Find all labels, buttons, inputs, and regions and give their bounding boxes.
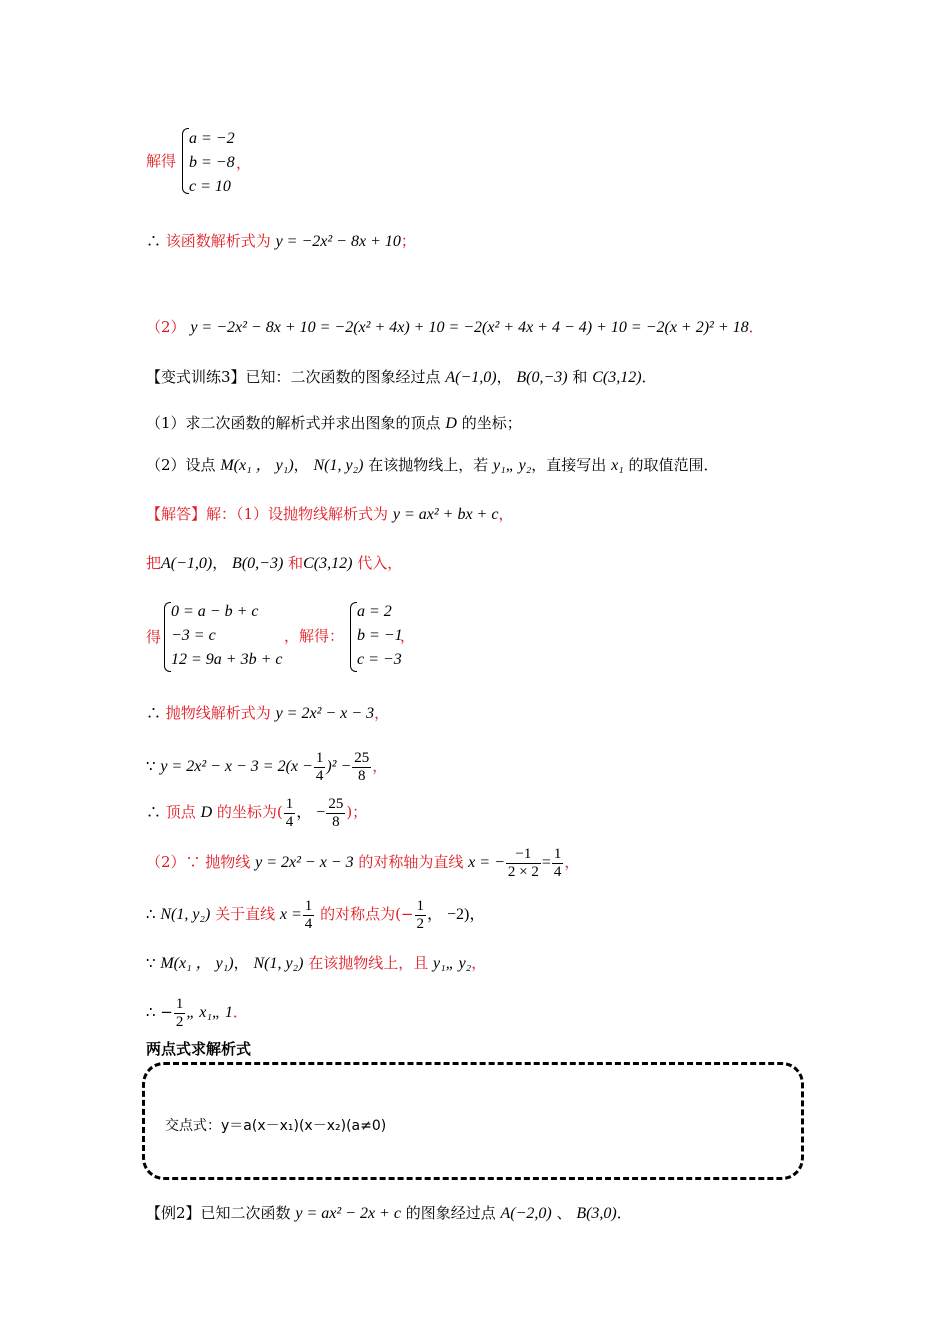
- l7-f2d: 4: [553, 863, 562, 880]
- l8-end: ， −2)，: [427, 906, 486, 923]
- l9-sep: ，: [233, 954, 249, 972]
- example2-text: 已知二次函数: [200, 1204, 291, 1222]
- l9-end: ，: [471, 954, 487, 972]
- part2-end: ．: [748, 318, 764, 336]
- part2-line: [146, 318, 764, 337]
- formula-box: [142, 1062, 804, 1180]
- answer-line7: [146, 842, 579, 883]
- problem3-tag: 【变式训练3】: [146, 368, 246, 386]
- l8-text: 关于直线: [215, 905, 276, 923]
- l9-n: N(1, y₂): [253, 955, 304, 972]
- answer-line6: [146, 792, 367, 833]
- answer-line9: [146, 954, 486, 973]
- l8-pre: ∴: [146, 905, 161, 923]
- example2-sep: 、: [556, 1204, 572, 1222]
- l8-x: x =: [279, 906, 302, 923]
- function-end: ；: [400, 232, 416, 250]
- l4-math: y = 2x² − x − 3: [275, 705, 375, 722]
- example2-tag: 【例2】: [146, 1204, 201, 1222]
- l2-a: A(−1,0): [161, 555, 213, 572]
- l8-n: N(1, y₂): [160, 906, 211, 923]
- l7-frac1: [506, 846, 541, 881]
- sys2-eq3: c = −3: [357, 651, 402, 668]
- part2-math: y = −2x² − 8x + 10 = −2(x² + 4x) + 10 = −2(x² + 4x + 4 − 4) + 10 = −2(x + 2)² + 18: [190, 319, 749, 336]
- system2-brace: [350, 602, 357, 672]
- answer-line4: [146, 704, 389, 723]
- question1: [146, 414, 522, 433]
- function-line: [146, 232, 416, 251]
- l7-eq: =: [541, 854, 551, 871]
- system-brace: [182, 128, 189, 194]
- l2-end: 代入，: [357, 554, 403, 572]
- l2-b: B(0,−3): [232, 555, 284, 572]
- sep: ，: [496, 368, 512, 386]
- function-text: 该函数解析式为: [165, 232, 271, 250]
- q2-label: （2）设点: [146, 456, 216, 474]
- l2-and: 和: [288, 554, 304, 572]
- q2-m: M(x₁ ， y₁): [220, 457, 294, 474]
- answer-line1: [146, 505, 513, 524]
- l4-end: ，: [374, 704, 390, 722]
- l5-f2d: 8: [358, 767, 366, 784]
- l10-frac: [174, 996, 186, 1031]
- l7-f1d: 2 × 2: [507, 863, 539, 880]
- l7-frac2: [552, 846, 564, 881]
- answer-line2: [146, 554, 402, 573]
- answer-l1-end: ，: [498, 505, 514, 523]
- ba-text: 把: [146, 554, 162, 572]
- l6-f2n: 25: [328, 795, 344, 812]
- l2-sep: ，: [212, 554, 228, 572]
- l7-label: （2）∵ 抛物线: [146, 853, 251, 871]
- jiede-label: 解得: [146, 152, 177, 170]
- comma: ，: [236, 154, 252, 172]
- answer-tag: 【解答】: [146, 505, 207, 523]
- l7-f2n: 1: [553, 845, 562, 862]
- problem3-text: 已知：二次函数的图象经过点: [245, 368, 441, 386]
- l4-text: 抛物线解析式为: [165, 704, 271, 722]
- q1-label: （1）: [146, 414, 186, 432]
- q1-d: D: [445, 415, 457, 432]
- example2-line: [146, 1204, 632, 1223]
- example2-text2: 的图象经过点: [405, 1204, 496, 1222]
- sys2-eq2: b = −1: [357, 627, 403, 644]
- example2-point-a: A(−2,0): [500, 1205, 552, 1222]
- l6-d: D: [200, 804, 213, 821]
- l9-m: M(x₁ ， y₁): [160, 955, 234, 972]
- l7-math: y = 2x² − x − 3: [255, 854, 354, 871]
- l5-frac1: [314, 750, 326, 785]
- l6-text2: 的坐标为(: [216, 803, 283, 821]
- eq-b: b = −8: [189, 154, 235, 171]
- q2-tail: 的取值范围．: [628, 456, 719, 474]
- answer-line8: [146, 894, 485, 935]
- eq-a: a = −2: [189, 130, 235, 147]
- l6-end: )；: [346, 803, 368, 821]
- l7-f1n: −1: [506, 846, 541, 864]
- l8-text2: 的对称点为(−: [320, 905, 414, 923]
- l6-frac1: [284, 796, 296, 831]
- l5-end: ，: [372, 757, 388, 775]
- question2: [146, 456, 719, 475]
- l6-f1d: 4: [285, 813, 294, 830]
- l5-f1n: 1: [315, 749, 324, 766]
- answer-l1-text: 解：（1）设抛物线解析式为: [206, 505, 389, 523]
- l8-frac2: [415, 898, 427, 933]
- q2-x1: x₁: [611, 457, 624, 474]
- l8-frac1: [303, 898, 315, 933]
- example2-point-b: B(3,0): [576, 1205, 617, 1222]
- point-b: B(0,−3): [516, 369, 568, 386]
- l5-f2n: 25: [354, 749, 370, 766]
- q1-text: 求二次函数的解析式并求出图象的顶点: [185, 414, 441, 432]
- q2-n: N(1, y₂): [313, 457, 364, 474]
- l6-f2d: 8: [332, 813, 340, 830]
- l8-f2d: 2: [416, 915, 424, 932]
- l6-mid: ， −: [296, 804, 326, 821]
- and-text: 和: [572, 368, 588, 386]
- l7-x: x = −: [468, 854, 505, 871]
- l5-math2: )² −: [326, 758, 352, 775]
- formula-text: 交点式：y＝a(x－x₁)(x－x₂)(a≠0): [165, 1118, 387, 1134]
- sys1-eq3: 12 = 9a + 3b + c: [171, 651, 283, 668]
- l2-c: C(3,12): [303, 555, 353, 572]
- system1-brace: [164, 602, 171, 672]
- part2-label: （2）: [146, 318, 186, 336]
- eq-c: c = 10: [189, 178, 231, 195]
- function-math: y = −2x² − 8x + 10: [275, 233, 401, 250]
- l6-f1n: 1: [285, 795, 294, 812]
- l5-frac2: [352, 750, 371, 785]
- problem3-end: ．: [641, 368, 657, 386]
- l8-f2n: 1: [416, 897, 424, 914]
- l4-pre: ∴: [146, 704, 166, 722]
- section-title: 两点式求解析式: [146, 1040, 252, 1058]
- example2-math: y = ax² − 2x + c: [295, 1205, 401, 1222]
- sys2-end: ，: [400, 627, 416, 645]
- therefore: ∴: [146, 232, 166, 250]
- sys1-eq1: 0 = a − b + c: [171, 603, 259, 620]
- q2-sep: ，: [293, 456, 309, 474]
- l6-frac2: [326, 796, 345, 831]
- q2-cond: y₁„ y₂: [493, 457, 532, 474]
- q2-text: 在该抛物线上，若: [368, 456, 489, 474]
- l10-end: ．: [232, 1003, 248, 1021]
- l9-cond: y₁„ y₂: [433, 955, 472, 972]
- problem3-line: [146, 368, 657, 387]
- answer-line10: [146, 992, 248, 1033]
- l5-math1: y = 2x² − x − 3 = 2(x −: [160, 758, 313, 775]
- example2-end: ．: [616, 1204, 632, 1222]
- l10-fn: 1: [175, 995, 184, 1012]
- answer-l1-math: y = ax² + bx + c: [392, 506, 499, 523]
- sys1-eq2: −3 = c: [171, 627, 216, 644]
- l5-f1d: 4: [315, 767, 324, 784]
- de-label: 得: [146, 628, 162, 646]
- answer-line5: [146, 746, 387, 787]
- l8-fd: 4: [304, 915, 313, 932]
- l9-text: 在该抛物线上，且: [308, 954, 429, 972]
- l6-text: 顶点: [165, 803, 196, 821]
- point-c: C(3,12): [592, 369, 642, 386]
- l7-end: ，: [564, 853, 580, 871]
- point-a: A(−1,0): [445, 369, 497, 386]
- jiede2: ，解得：: [284, 627, 345, 645]
- l10-pre: ∴ −: [146, 1003, 173, 1021]
- l8-fn: 1: [304, 897, 313, 914]
- l9-pre: ∵: [146, 954, 161, 972]
- sys2-eq1: a = 2: [357, 603, 392, 620]
- l6-pre: ∴: [146, 803, 166, 821]
- l5-pre: ∵: [146, 757, 161, 775]
- l7-text: 的对称轴为直线: [358, 853, 464, 871]
- q2-end: ，直接写出: [531, 456, 607, 474]
- l10-fd: 2: [175, 1013, 184, 1030]
- l10-math: „ x₁„ 1: [186, 1004, 233, 1021]
- q1-end: 的坐标；: [461, 414, 522, 432]
